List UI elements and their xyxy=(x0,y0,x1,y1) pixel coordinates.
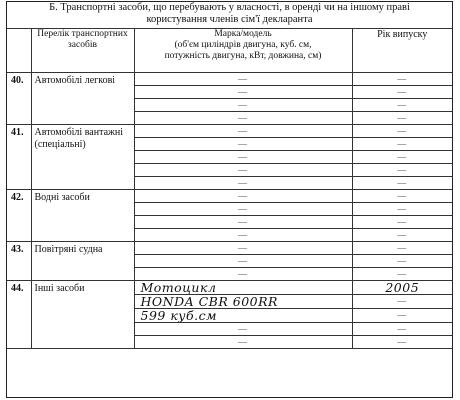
empty-dash: — xyxy=(238,256,248,266)
section-title-line1: Б. Транспортні засоби, що перебувають у власності, в оренді чи на іншому праві xyxy=(49,2,410,13)
empty-dash: — xyxy=(397,243,408,253)
empty-dash: — xyxy=(397,165,408,175)
row-label: Автомобілі легкові xyxy=(31,73,134,125)
empty-dash: — xyxy=(397,310,408,320)
header-type: Перелік транспортних засобів xyxy=(31,29,134,73)
empty-dash: — xyxy=(397,337,408,347)
header-brand-line2: (об'єм циліндрів двигуна, куб. см, xyxy=(174,40,312,50)
section-title-line2: користування членів сім'ї декларанта xyxy=(146,14,313,25)
empty-dash: — xyxy=(397,296,408,306)
empty-dash: — xyxy=(397,139,408,149)
empty-dash: — xyxy=(397,74,408,84)
empty-dash: — xyxy=(238,113,248,123)
empty-dash: — xyxy=(238,337,248,347)
empty-dash: — xyxy=(238,324,248,334)
empty-dash: — xyxy=(397,191,408,201)
row-label: Водні засоби xyxy=(31,190,134,242)
empty-dash: — xyxy=(238,165,248,175)
empty-dash: — xyxy=(238,204,248,214)
header-brand xyxy=(134,29,352,73)
header-brand-line1: Марка/модель xyxy=(214,29,272,39)
header-row xyxy=(7,29,452,73)
empty-dash: — xyxy=(238,269,248,279)
row-42 xyxy=(7,190,452,203)
section-title xyxy=(8,2,451,26)
empty-dash: — xyxy=(238,126,248,136)
empty-dash: — xyxy=(397,269,408,279)
row-44 xyxy=(7,281,452,295)
empty-dash: — xyxy=(238,74,248,84)
empty-dash: — xyxy=(238,87,248,97)
empty-dash: — xyxy=(397,324,408,334)
empty-dash: — xyxy=(397,256,408,266)
handwritten-model-line1: Мотоцикл xyxy=(140,281,217,294)
header-year: Рік випуску xyxy=(352,29,452,73)
empty-dash: — xyxy=(397,87,408,97)
handwritten-model-line2: HONDA CBR 600RR xyxy=(140,295,278,308)
empty-dash: — xyxy=(397,178,408,188)
empty-dash: — xyxy=(397,230,408,240)
empty-dash: — xyxy=(238,178,248,188)
empty-dash: — xyxy=(238,100,248,110)
row-label: Інші засоби xyxy=(31,281,134,349)
header-brand-line3: потужність двигуна, кВт, довжина, см) xyxy=(164,51,322,61)
row-number: 42. xyxy=(7,190,31,242)
empty-dash: — xyxy=(397,126,408,136)
empty-dash: — xyxy=(238,243,248,253)
empty-dash: — xyxy=(397,152,408,162)
vehicles-table xyxy=(7,28,452,349)
empty-dash: — xyxy=(238,217,248,227)
row-label: Повітряні судна xyxy=(31,242,134,281)
empty-dash: — xyxy=(238,191,248,201)
empty-dash: — xyxy=(238,230,248,240)
empty-dash: — xyxy=(397,113,408,123)
empty-dash: — xyxy=(397,204,408,214)
empty-dash: — xyxy=(397,217,408,227)
row-number: 44. xyxy=(7,281,31,349)
row-43 xyxy=(7,242,452,255)
row-number: 41. xyxy=(7,125,31,190)
row-number: 43. xyxy=(7,242,31,281)
row-label: Автомобілі вантажні (спеціальні) xyxy=(31,125,134,190)
empty-dash: — xyxy=(238,139,248,149)
row-40 xyxy=(7,73,452,86)
handwritten-model-line3: 599 куб.см xyxy=(140,309,218,322)
row-number: 40. xyxy=(7,73,31,125)
handwritten-year: 2005 xyxy=(385,281,420,294)
empty-dash: — xyxy=(238,152,248,162)
header-num-cell xyxy=(7,29,31,73)
empty-dash: — xyxy=(397,100,408,110)
row-41 xyxy=(7,125,452,138)
